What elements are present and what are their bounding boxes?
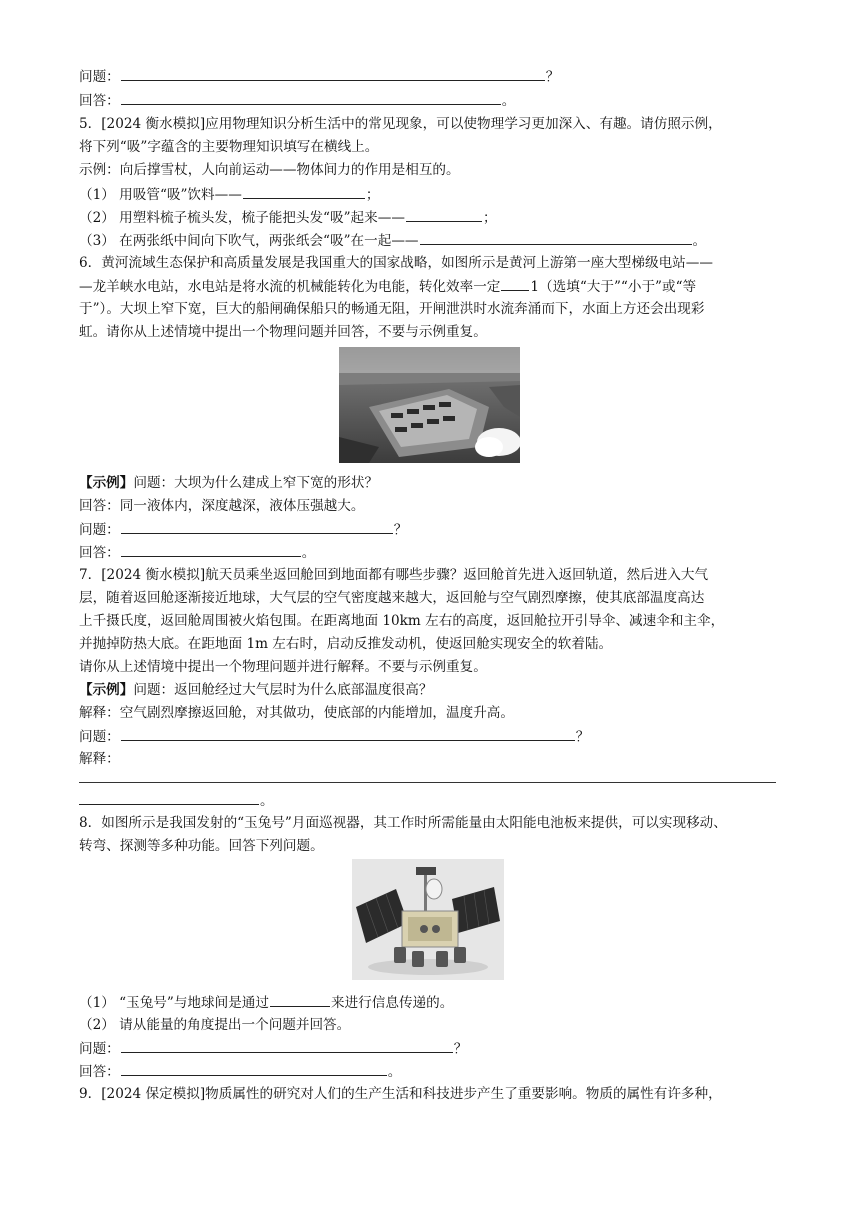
q8-question-line: 问题： ？ xyxy=(79,1038,467,1059)
q7-stem-line3: 上千摄氏度，返回舱周围被火焰包围。在距离地面 10km 左右的高度，返回舱拉开引导伞、减速伞和主伞， xyxy=(79,613,725,629)
q7-explain-label: 解释： xyxy=(79,751,120,767)
answer-blank[interactable] xyxy=(501,276,529,291)
q8-stem-line2: 转弯、探测等多种功能。回答下列问题。 xyxy=(79,838,324,854)
q5-item-1: （1） 用吸管“吸”饮料—— ； xyxy=(79,184,379,205)
q8-stem-line1: 8．如图所示是我国发射的“玉兔号”月面巡视器，其工作时所需能量由太阳能电池板来提供，可以实现移动、 xyxy=(79,815,727,831)
answer-blank[interactable] xyxy=(406,207,482,222)
q7-explain-tail: 。 xyxy=(79,790,274,811)
q8-answer-line: 回答： 。 xyxy=(79,1061,401,1082)
q7-question-line: 问题： ？ xyxy=(79,726,589,747)
answer-blank[interactable] xyxy=(420,230,692,245)
q9-stem-line1: 9．[2024 保定模拟]物质属性的研究对人们的生产生活和科技进步产生了重要影响。物质的属性有许多种， xyxy=(79,1086,722,1102)
q7-stem-line5: 请你从上述情境中提出一个物理问题并进行解释。不要与示例重复。 xyxy=(79,659,487,675)
answer-rule[interactable] xyxy=(79,782,776,783)
answer-blank[interactable] xyxy=(121,1061,387,1076)
q7-example-question: 【示例】问题：返回舱经过大气层时为什么底部温度很高？ xyxy=(79,682,433,698)
answer-blank[interactable] xyxy=(270,992,330,1007)
q6-example-answer: 回答：同一液体内，深度越深，液体压强越大。 xyxy=(79,498,365,514)
rover-photo xyxy=(352,859,504,980)
q5-stem-line2: 将下列“吸”字蕴含的主要物理知识填写在横线上。 xyxy=(79,139,379,155)
answer-blank[interactable] xyxy=(121,542,301,557)
q4-question-line: 问题： ？ xyxy=(79,66,559,87)
answer-blank[interactable] xyxy=(121,726,575,741)
q6-question-line: 问题： ？ xyxy=(79,519,407,540)
q6-stem-line4: 虹。请你从上述情境中提出一个物理问题并回答，不要与示例重复。 xyxy=(79,324,487,340)
q6-answer-line: 回答： 。 xyxy=(79,542,315,563)
q7-example-answer: 解释：空气剧烈摩擦返回舱，对其做功，使底部的内能增加，温度升高。 xyxy=(79,705,514,721)
q6-stem-line3: 于”）。大坝上窄下宽，巨大的船闸确保船只的畅通无阻，开闸泄洪时水流奔涌而下，水面上方还会出现彩 xyxy=(79,301,705,317)
dam-photo xyxy=(339,347,520,463)
q6-example-question: 【示例】问题：大坝为什么建成上窄下宽的形状？ xyxy=(79,475,379,491)
answer-blank[interactable] xyxy=(121,519,393,534)
q7-stem-line4: 并抛掉防热大底。在距地面 1m 左右时，启动反推发动机，使返回舱实现安全的软着陆。 xyxy=(79,636,613,652)
q5-item-3: （3） 在两张纸中间向下吹气，两张纸会“吸”在一起—— 。 xyxy=(79,230,706,251)
answer-blank[interactable] xyxy=(121,66,545,81)
q5-example: 示例：向后撑雪杖，人向前运动——物体间力的作用是相互的。 xyxy=(79,162,460,178)
answer-blank[interactable] xyxy=(243,184,365,199)
q7-stem-line1: 7．[2024 衡水模拟]航天员乘坐返回舱回到地面都有哪些步骤？返回舱首先进入返回轨道，然后进入大气 xyxy=(79,567,709,583)
q5-stem-line1: 5．[2024 衡水模拟]应用物理知识分析生活中的常见现象，可以使物理学习更加深入、有趣。请仿照示例， xyxy=(79,116,722,132)
q5-item-2: （2） 用塑料梳子梳头发，梳子能把头发“吸”起来—— ； xyxy=(79,207,497,228)
q6-stem-line1: 6．黄河流域生态保护和高质量发展是我国重大的国家战略，如图所示是黄河上游第一座大型梯级电站—— xyxy=(79,255,713,271)
q6-stem-line2: —龙羊峡水电站，水电站是将水流的机械能转化为电能，转化效率一定 1（选填“大于”“小于”或“等 xyxy=(79,276,696,297)
q8-item-1: （1） “玉兔号”与地球间是通过 来进行信息传递的。 xyxy=(79,992,453,1013)
q4-answer-line: 回答： 。 xyxy=(79,90,515,111)
answer-blank[interactable] xyxy=(79,790,259,805)
answer-blank[interactable] xyxy=(121,90,501,105)
q7-stem-line2: 层，随着返回舱逐渐接近地球，大气层的空气密度越来越大，返回舱与空气剧烈摩擦，使其底部温度高达 xyxy=(79,590,705,606)
q8-item-2: （2） 请从能量的角度提出一个问题并回答。 xyxy=(79,1017,351,1033)
answer-blank[interactable] xyxy=(121,1038,453,1053)
